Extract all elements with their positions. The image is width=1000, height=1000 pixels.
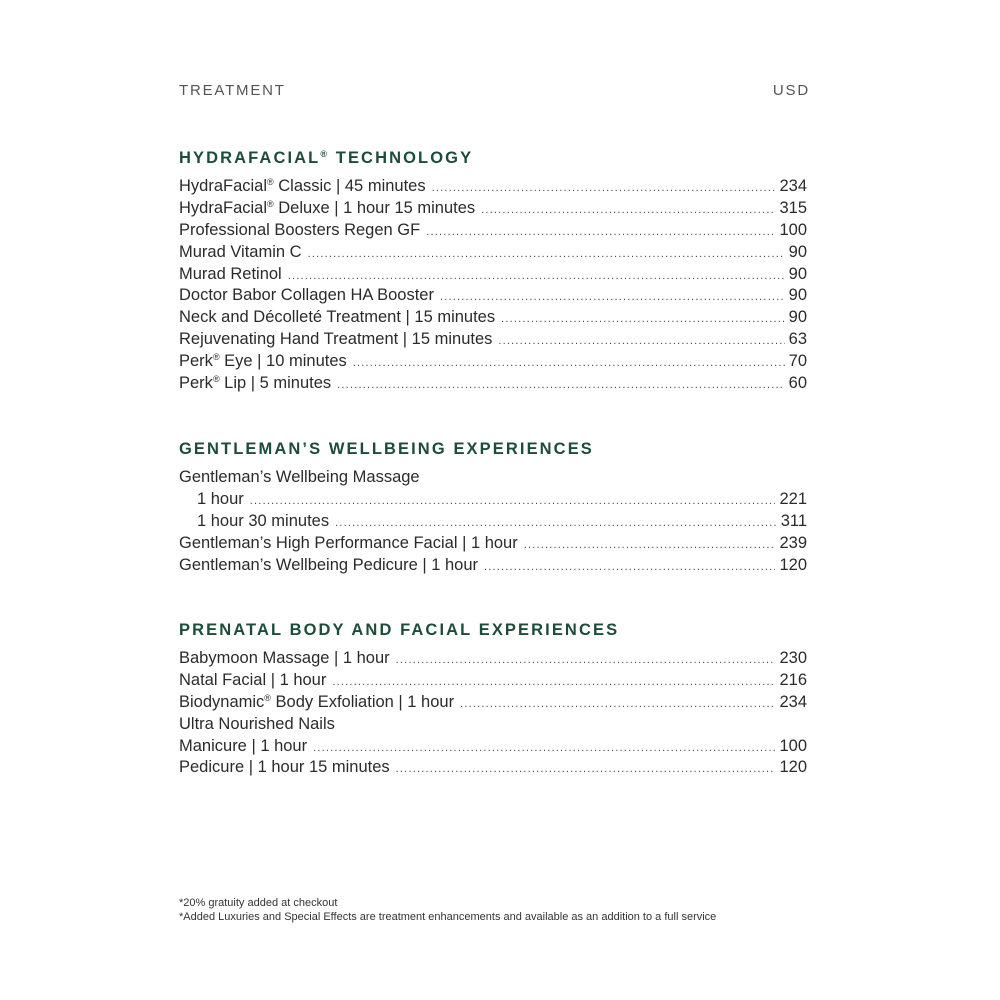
group-heading (179, 467, 807, 489)
item-price: 234 (779, 692, 807, 711)
menu-sub-item (179, 511, 807, 533)
item-name: Rejuvenating Hand Treatment | 15 minutes (179, 330, 493, 349)
item-price: 90 (788, 264, 807, 283)
dot-leader (484, 557, 775, 579)
item-name: Murad Retinol (179, 264, 282, 283)
dot-leader (250, 491, 776, 513)
item-name: HydraFacial® Classic | 45 minutes (179, 177, 426, 195)
currency-column-label: USD (772, 82, 810, 99)
item-name: Doctor Babor Collagen HA Booster (179, 286, 434, 305)
dot-leader (308, 244, 785, 266)
item-price: 315 (779, 198, 807, 217)
treatment-column-label: TREATMENT (179, 82, 286, 99)
item-price: 100 (779, 220, 807, 239)
item-name: HydraFacial® Deluxe | 1 hour 15 minutes (179, 198, 476, 217)
dot-leader (498, 331, 784, 353)
item-name: Pedicure | 1 hour 15 minutes (179, 758, 390, 777)
menu-item (179, 757, 807, 779)
dot-leader (335, 513, 777, 535)
section-hydrafacial (179, 148, 807, 395)
item-name: Professional Boosters Regen GF (179, 220, 421, 239)
item-price: 230 (779, 649, 807, 667)
item-name: Babymoon Massage | 1 hour (179, 649, 390, 667)
item-price: 216 (779, 670, 807, 689)
dot-leader (337, 375, 784, 397)
menu-item (179, 648, 807, 670)
item-price: 234 (779, 177, 807, 195)
column-header (179, 82, 810, 99)
menu-item (179, 307, 807, 329)
dot-leader (501, 309, 785, 331)
menu-item (179, 285, 807, 307)
item-price: 60 (788, 374, 807, 393)
menu-item (179, 555, 807, 577)
menu-item (179, 176, 807, 198)
item-name: Natal Facial | 1 hour (179, 670, 327, 689)
dot-leader (396, 759, 776, 781)
dot-leader (313, 738, 775, 760)
dot-leader (460, 694, 775, 716)
enhancements-note: *Added Luxuries and Special Effects are treatment enhancements and available as an addition to a full service (179, 911, 717, 923)
menu-item (179, 736, 807, 758)
group-heading-label: Ultra Nourished Nails (179, 714, 335, 733)
group-heading-label: Gentleman’s Wellbeing Massage (179, 468, 420, 486)
section-prenatal (179, 620, 807, 779)
item-price: 70 (788, 352, 807, 371)
menu-item (179, 692, 807, 714)
item-price: 221 (779, 489, 807, 508)
item-name: Gentleman’s High Performance Facial | 1 hour (179, 533, 518, 552)
gratuity-note: *20% gratuity added at checkout (179, 897, 338, 909)
section-gentlemans-wellbeing (179, 439, 807, 576)
menu-item (179, 220, 807, 242)
item-name: Murad Vitamin C (179, 242, 302, 261)
dot-leader (353, 353, 785, 375)
section-title: GENTLEMAN’S WELLBEING EXPERIENCES (179, 440, 594, 458)
item-price: 120 (779, 758, 807, 777)
item-name: 1 hour (197, 489, 244, 508)
dot-leader (440, 287, 785, 309)
item-price: 120 (779, 555, 807, 574)
dot-leader (426, 222, 775, 244)
menu-item (179, 373, 807, 395)
item-price: 90 (788, 286, 807, 305)
dot-leader (524, 535, 776, 557)
item-name: Perk® Lip | 5 minutes (179, 374, 332, 393)
dot-leader (332, 672, 775, 694)
item-price: 90 (788, 308, 807, 327)
item-price: 63 (788, 330, 807, 349)
menu-item (179, 533, 807, 555)
item-name: Biodynamic® Body Exfoliation | 1 hour (179, 692, 455, 711)
section-title: PRENATAL BODY AND FACIAL EXPERIENCES (179, 621, 620, 639)
menu-item (179, 264, 807, 286)
menu-item (179, 670, 807, 692)
item-name: 1 hour 30 minutes (197, 511, 330, 530)
item-name: Neck and Décolleté Treatment | 15 minutes (179, 308, 496, 327)
dot-leader (481, 200, 775, 222)
item-name: Perk® Eye | 10 minutes (179, 352, 347, 371)
menu-item (179, 198, 807, 220)
dot-leader (396, 650, 776, 672)
item-name: Manicure | 1 hour (179, 736, 308, 755)
item-name: Gentleman’s Wellbeing Pedicure | 1 hour (179, 555, 479, 574)
menu-item (179, 329, 807, 351)
menu-item (179, 351, 807, 373)
group-heading (179, 714, 807, 736)
item-price: 311 (780, 511, 807, 530)
item-price: 90 (788, 242, 807, 261)
dot-leader (432, 178, 776, 200)
item-price: 100 (779, 736, 807, 755)
item-price: 239 (779, 533, 807, 552)
dot-leader (288, 266, 785, 288)
menu-item (179, 242, 807, 264)
footnotes (179, 896, 716, 924)
menu-sub-item (179, 489, 807, 511)
section-title: HYDRAFACIAL® TECHNOLOGY (179, 149, 474, 167)
